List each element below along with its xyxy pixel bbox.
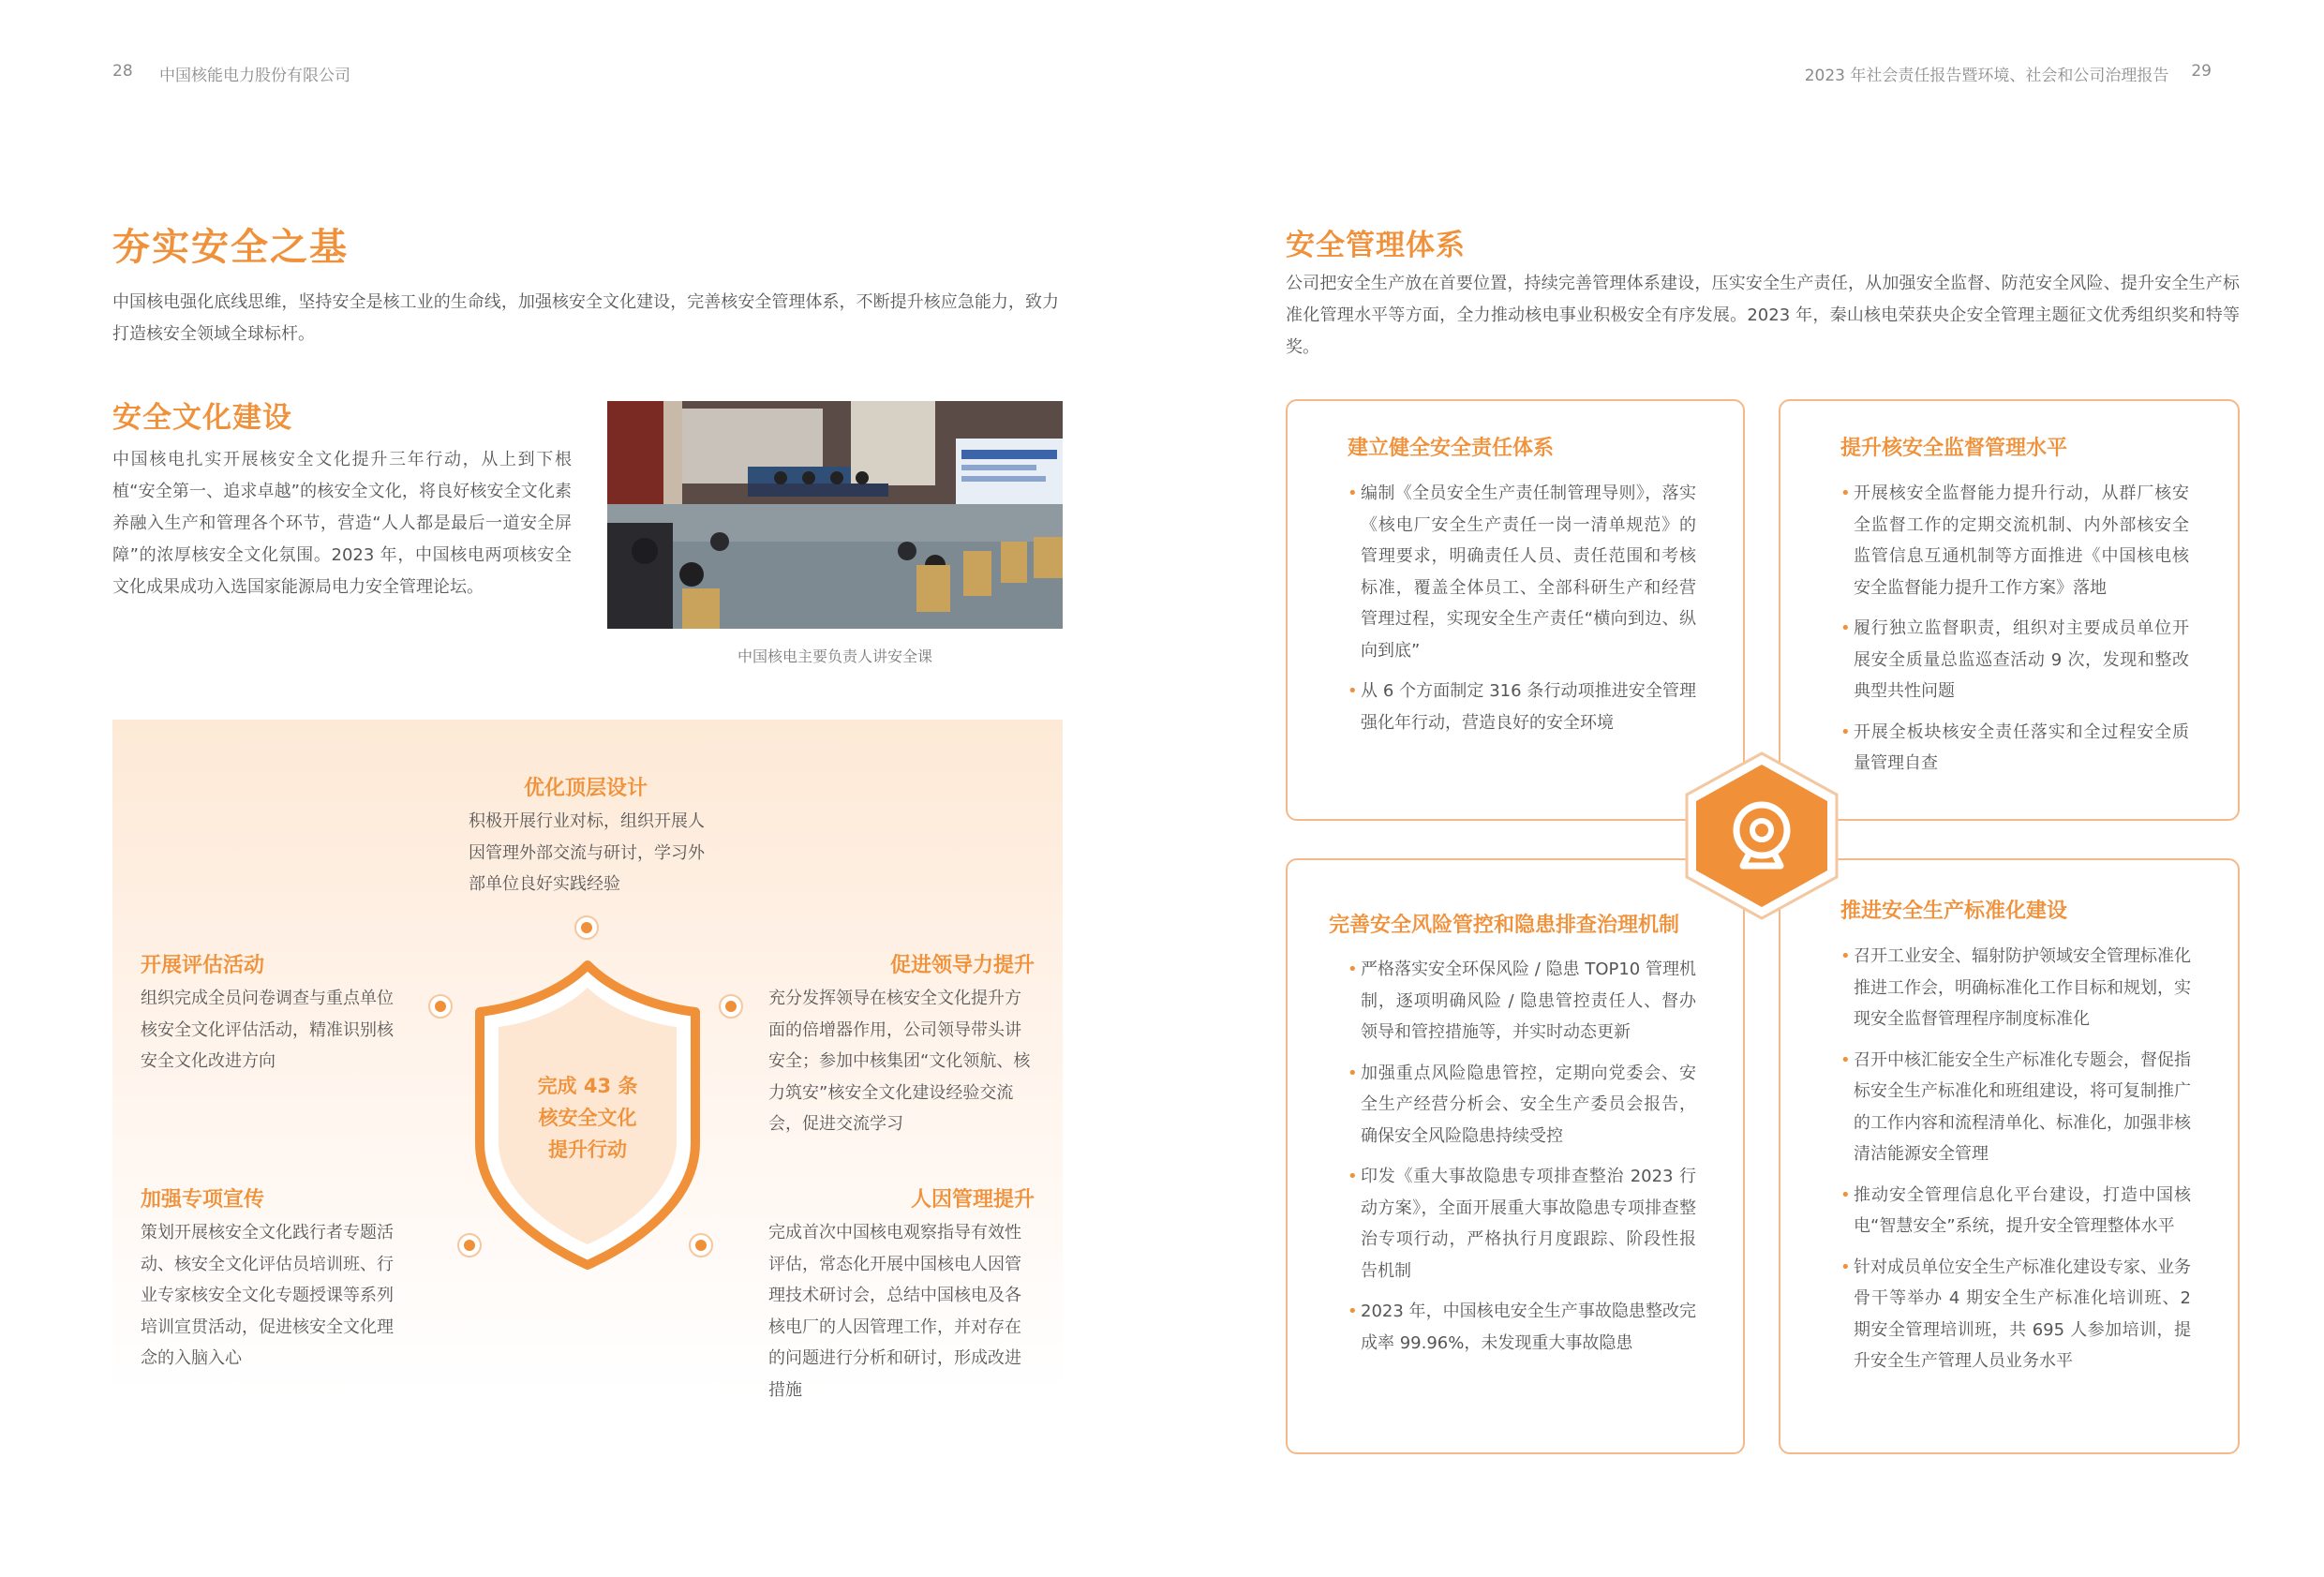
right-title: 安全管理体系 xyxy=(1286,229,1466,262)
connector-dot xyxy=(574,915,599,940)
bullet-list xyxy=(1840,941,2191,1387)
bullet-item: • 编制《全员安全生产责任制管理导则》，落实《核电厂安全生产责任一岗一清单规范》的管理要求，明确责任人员、责任范围和考核标准，覆盖全体员工、全部科研生产和经营管理过程，实现安全生产责任“横向到边、纵向到底” xyxy=(1348,478,1696,666)
connector-dot xyxy=(428,994,453,1019)
report-title: 2023 年社会责任报告暨环境、社会和公司治理报告 xyxy=(1804,67,2169,85)
connector-dot xyxy=(457,1233,482,1257)
left-page-number: 28 xyxy=(112,62,133,81)
bullet-item: • 履行独立监督职责，组织对主要成员单位开展安全质量总监巡查活动 9 次，发现和整改典型共性问题 xyxy=(1840,613,2189,707)
box-standardization xyxy=(1779,858,2240,1454)
box-title: 提升核安全监督管理水平 xyxy=(1840,437,2068,460)
bullet-item: • 针对成员单位安全生产标准化建设专家、业务骨干等举办 4 期安全生产标准化培训班、2 期安全管理培训班，共 695 人参加培训，提升安全生产管理人员业务水平 xyxy=(1840,1252,2191,1377)
right-intro: 公司把安全生产放在首要位置，持续完善管理体系建设，压实安全生产责任，从加强安全监督、防范安全风险、提升安全生产标准化管理水平等方面，全力推动核电事业积极安全有序发展。2023 年，秦山核电荣获央企安全管理主题征文优秀组织奖和特等奖。 xyxy=(1286,274,2240,357)
bullet-item: • 从 6 个方面制定 316 条行动项推进安全管理强化年行动，营造良好的安全环境 xyxy=(1348,676,1696,738)
bullet-item: • 开展全板块核安全责任落实和全过程安全质量管理自查 xyxy=(1840,717,2189,780)
connector-dot xyxy=(689,1233,713,1257)
meeting-photo xyxy=(607,401,1063,629)
right-header xyxy=(1805,62,2212,85)
right-page-number: 29 xyxy=(2191,62,2212,81)
webcam-icon xyxy=(1677,750,1846,922)
bullet-item: • 加强重点风险隐患管控，定期向党委会、安全生产经营分析会、安全生产委员会报告，确保安全风险隐患持续受控 xyxy=(1348,1058,1696,1153)
culture-title: 安全文化建设 xyxy=(112,401,292,435)
box-title: 建立健全安全责任体系 xyxy=(1348,437,1555,460)
left-intro: 中国核电强化底线思维，坚持安全是核工业的生命线，加强核安全文化建设，完善核安全管理体系，不断提升核应急能力，致力打造核安全领域全球标杆。 xyxy=(112,292,1059,344)
panel-item-text-left-lower: 策划开展核安全文化践行者专题活动、核安全文化评估员培训班、行业专家核安全文化专题授课等系列培训宣贯活动，促进核安全文化理念的入脑入心 xyxy=(141,1223,394,1368)
panel-item-title-left-lower: 加强专项宣传 xyxy=(141,1188,265,1212)
bullet-list xyxy=(1348,954,1696,1368)
bullet-list xyxy=(1348,478,1696,748)
panel-item-text-right-upper: 充分发挥领导在核安全文化提升方面的倍增器作用，公司领导带头讲安全；参加中核集团“文化领航、核力筑安”核安全文化建设经验交流会，促进交流学习 xyxy=(768,989,1031,1134)
bullet-item: • 开展核安全监督能力提升行动，从群厂核安全监督工作的定期交流机制、内外部核安全监管信息互通机制等方面推进《中国核电核安全监督能力提升工作方案》落地 xyxy=(1840,478,2189,603)
bullet-item: • 召开中核汇能安全生产标准化专题会，督促指标安全生产标准化和班组建设，将可复制推广的工作内容和流程清单化、标准化，加强非核清洁能源安全管理 xyxy=(1840,1045,2191,1170)
bullet-item: • 印发《重大事故隐患专项排查整治 2023 行动方案》，全面开展重大事故隐患专项排查整治专项行动，严格执行月度跟踪、阶段性报告机制 xyxy=(1348,1161,1696,1287)
bullet-item: • 2023 年，中国核电安全生产事故隐患整改完成率 99.96%，未发现重大事故隐患 xyxy=(1348,1296,1696,1359)
bullet-list xyxy=(1840,478,2189,789)
meeting-photo-illustration xyxy=(607,401,1063,629)
bullet-item: • 推动安全管理信息化平台建设，打造中国核电“智慧安全”系统，提升安全管理整体水平 xyxy=(1840,1180,2191,1242)
box-title: 推进安全生产标准化建设 xyxy=(1840,900,2068,923)
culture-body: 中国核电扎实开展核安全文化提升三年行动，从上到下根植“安全第一、追求卓越”的核安全文化，将良好核安全文化素养融入生产和管理各个环节，营造“人人都是最后一道安全屏障”的浓厚核安全文化氛围。2023 年，中国核电两项核安全文化成果成功入选国家能源局电力安全管理论坛。 xyxy=(112,450,572,597)
panel-item-title-right-upper: 促进领导力提升 xyxy=(889,954,1035,977)
panel-item-title-right-lower: 人因管理提升 xyxy=(910,1188,1035,1212)
left-company-name: 中国核能电力股份有限公司 xyxy=(159,67,350,85)
main-title: 夯实安全之基 xyxy=(112,226,349,269)
box-risk-control xyxy=(1286,858,1745,1454)
shield xyxy=(470,956,705,1274)
shield-center-text: 完成 43 条 核安全文化 提升行动 xyxy=(537,1075,638,1161)
panel-item-title-top: 优化顶层设计 xyxy=(523,777,648,800)
panel-item-text-left-upper: 组织完成全员问卷调查与重点单位核安全文化评估活动，精准识别核安全文化改进方向 xyxy=(141,989,394,1071)
photo-caption: 中国核电主要负责人讲安全课 xyxy=(737,647,932,665)
box-responsibility xyxy=(1286,399,1745,821)
bullet-item: • 召开工业安全、辐射防护领域安全管理标准化推进工作会，明确标准化工作目标和规划，实现安全监督管理程序制度标准化 xyxy=(1840,941,2191,1035)
box-title: 完善安全风险管控和隐患排查治理机制 xyxy=(1329,914,1680,937)
bullet-item: • 严格落实安全环保风险 / 隐患 TOP10 管理机制，逐项明确风险 / 隐患管控责任人、督办领导和管控措施等，并实时动态更新 xyxy=(1348,954,1696,1049)
panel-item-text-top: 积极开展行业对标，组织开展人因管理外部交流与研讨，学习外部单位良好实践经验 xyxy=(469,811,705,894)
panel-item-text-right-lower: 完成首次中国核电观察指导有效性评估，常态化开展中国核电人因管理技术研讨会，总结中国核电及各核电厂的人因管理工作，并对存在的问题进行分析和研讨，形成改进措施 xyxy=(768,1223,1021,1400)
panel-item-title-left-upper: 开展评估活动 xyxy=(141,954,265,977)
box-supervision xyxy=(1779,399,2240,821)
center-hexagon xyxy=(1677,750,1846,922)
connector-dot xyxy=(719,994,743,1019)
